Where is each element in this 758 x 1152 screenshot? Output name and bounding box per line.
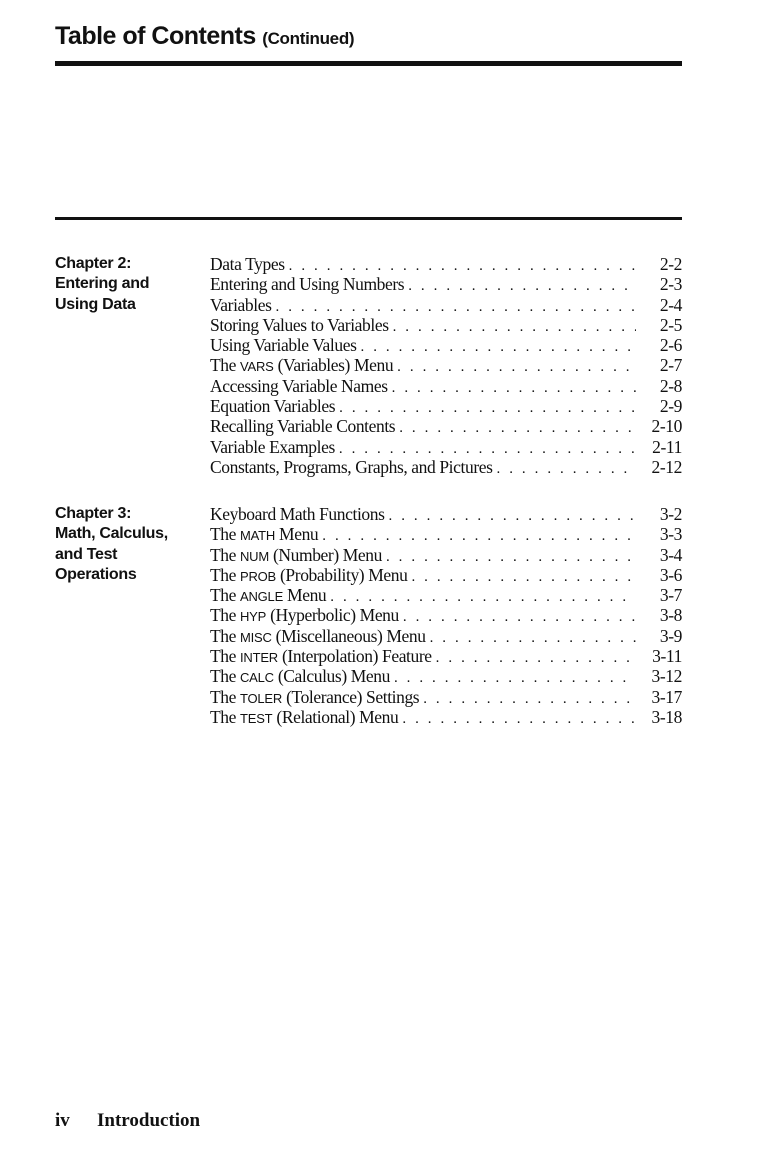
toc-entry-title: The PROB (Probability) Menu (210, 564, 408, 585)
dot-leader (289, 256, 636, 276)
dot-leader (402, 709, 636, 729)
toc-entry[interactable] (210, 396, 682, 416)
toc-entry[interactable] (210, 626, 682, 646)
toc-entry-page: 3-7 (659, 585, 682, 606)
dot-leader (403, 607, 636, 627)
toc-entry-list (210, 254, 682, 477)
dot-leader (276, 297, 636, 317)
toc-entry[interactable] (210, 646, 682, 666)
toc-entry-title: Keyboard Math Functions (210, 504, 385, 524)
toc-entry[interactable] (210, 376, 682, 396)
toc-entry[interactable] (210, 295, 682, 315)
dot-leader (392, 378, 636, 398)
dot-leader (436, 648, 636, 668)
toc-entry-title: The INTER (Interpolation) Feature (210, 646, 432, 667)
toc-entry-page: 2-6 (659, 335, 682, 356)
toc-entry-page: 3-17 (651, 686, 682, 707)
toc-entry-title: The MATH Menu (210, 524, 319, 545)
toc-entry[interactable] (210, 274, 682, 294)
toc-entry[interactable] (210, 565, 682, 585)
dot-leader (339, 439, 636, 459)
page-footer (55, 1110, 200, 1132)
dot-leader (393, 317, 636, 337)
menu-key-name: MATH (239, 528, 276, 544)
toc-entry-page: 2-5 (659, 314, 682, 335)
dot-leader (322, 526, 636, 546)
toc-entry[interactable] (210, 666, 682, 686)
toc-entry-title: The TOLER (Tolerance) Settings (210, 686, 420, 707)
toc-entry-page: 2-4 (659, 294, 682, 315)
page-title (55, 22, 354, 51)
page-number: iv (55, 1110, 70, 1131)
toc-entry-page: 2-11 (652, 436, 682, 457)
title-rule (55, 61, 682, 66)
toc-entry[interactable] (210, 355, 682, 375)
chapter-label-line: and Test (55, 545, 118, 563)
menu-key-name: PROB (239, 568, 277, 584)
dot-leader (339, 398, 636, 418)
chapter-label-line: Entering and (55, 275, 150, 293)
toc-entry-title: The ANGLE Menu (210, 585, 327, 606)
toc-entry-page: 3-18 (651, 706, 682, 727)
toc-entry-title: Equation Variables (210, 396, 336, 417)
page-title-text: Table of Contents (55, 22, 256, 50)
toc-entry-page: 3-4 (659, 544, 682, 565)
toc-entry-page: 2-9 (659, 396, 682, 417)
toc-entry-title: The TEST (Relational) Menu (210, 706, 399, 727)
menu-key-name: INTER (239, 650, 278, 666)
menu-key-name: MISC (239, 629, 272, 645)
toc-entry-title: Variables (210, 294, 272, 315)
dot-leader (394, 668, 636, 688)
menu-key-name: VARS (239, 359, 274, 375)
toc-entry[interactable] (210, 585, 682, 605)
toc-entry[interactable] (210, 335, 682, 355)
chapter-label-line: Math, Calculus, (55, 525, 168, 543)
menu-key-name: CALC (239, 670, 274, 686)
chapter-label-line: Chapter 2: (55, 255, 132, 272)
toc-entry[interactable] (210, 504, 682, 524)
toc-entry-title: Entering and Using Numbers (210, 274, 405, 295)
chapter-label (55, 504, 205, 585)
chapter-label-line: Using Data (55, 295, 136, 313)
dot-leader (399, 418, 636, 438)
toc-entry-title: Recalling Variable Contents (210, 416, 396, 437)
toc-entry-title: The HYP (Hyperbolic) Menu (210, 605, 399, 626)
toc-entry[interactable] (210, 457, 682, 477)
section-rule (55, 217, 682, 220)
toc-entry-page: 3-3 (659, 524, 682, 545)
toc-entry[interactable] (210, 545, 682, 565)
toc-entry[interactable] (210, 524, 682, 544)
toc-entry-title: Constants, Programs, Graphs, and Pictures (210, 456, 493, 477)
toc-entry-title: The CALC (Calculus) Menu (210, 666, 390, 687)
running-footer-section: Introduction (97, 1110, 201, 1131)
dot-leader (423, 689, 636, 709)
toc-entry-page: 2-12 (651, 456, 682, 477)
chapter-label (55, 254, 205, 315)
toc-entry[interactable] (210, 315, 682, 335)
toc-entry-title: The MISC (Miscellaneous) Menu (210, 625, 426, 646)
toc-entry-title: Variable Examples (210, 436, 335, 457)
dot-leader (411, 567, 636, 587)
toc-entry[interactable] (210, 605, 682, 625)
toc-entry[interactable] (210, 254, 682, 274)
toc-entry-page: 2-7 (659, 355, 682, 376)
dot-leader (397, 357, 636, 377)
chapter-label-line: Operations (55, 565, 137, 583)
toc-entry-page: 3-6 (659, 564, 682, 585)
dot-leader (408, 276, 636, 296)
toc-entry-title: Storing Values to Variables (210, 314, 389, 335)
toc-entry-page: 2-2 (659, 254, 682, 274)
toc-entry-page: 3-11 (652, 646, 682, 667)
toc-entry-title: The VARS (Variables) Menu (210, 355, 394, 376)
menu-key-name: HYP (239, 609, 267, 625)
chapter-label-line: Chapter 3: (55, 505, 132, 522)
toc-entry-title: Data Types (210, 254, 285, 274)
toc-entry[interactable] (210, 687, 682, 707)
dot-leader (386, 547, 636, 567)
page-title-suffix: (Continued) (262, 29, 355, 48)
dot-leader (497, 459, 636, 479)
toc-entry-page: 2-10 (651, 416, 682, 437)
menu-key-name: TEST (239, 710, 273, 726)
toc-entry-title: The NUM (Number) Menu (210, 544, 382, 565)
dot-leader (361, 337, 637, 357)
toc-entry[interactable] (210, 416, 682, 436)
toc-entry[interactable] (210, 707, 682, 727)
toc-entry-page: 3-8 (659, 605, 682, 626)
menu-key-name: NUM (239, 548, 269, 564)
toc-entry[interactable] (210, 437, 682, 457)
dot-leader (389, 506, 636, 526)
toc-entry-page: 3-12 (651, 666, 682, 687)
toc-entry-title: Using Variable Values (210, 335, 357, 356)
toc-entry-page: 3-2 (659, 504, 682, 524)
toc-entry-list (210, 504, 682, 727)
menu-key-name: ANGLE (239, 589, 284, 605)
toc-entry-page: 3-9 (659, 625, 682, 646)
dot-leader (330, 587, 636, 607)
toc-entry-page: 2-3 (659, 274, 682, 295)
menu-key-name: TOLER (239, 690, 283, 706)
toc-entry-page: 2-8 (659, 375, 682, 396)
toc-entry-title: Accessing Variable Names (210, 375, 388, 396)
dot-leader (430, 628, 636, 648)
